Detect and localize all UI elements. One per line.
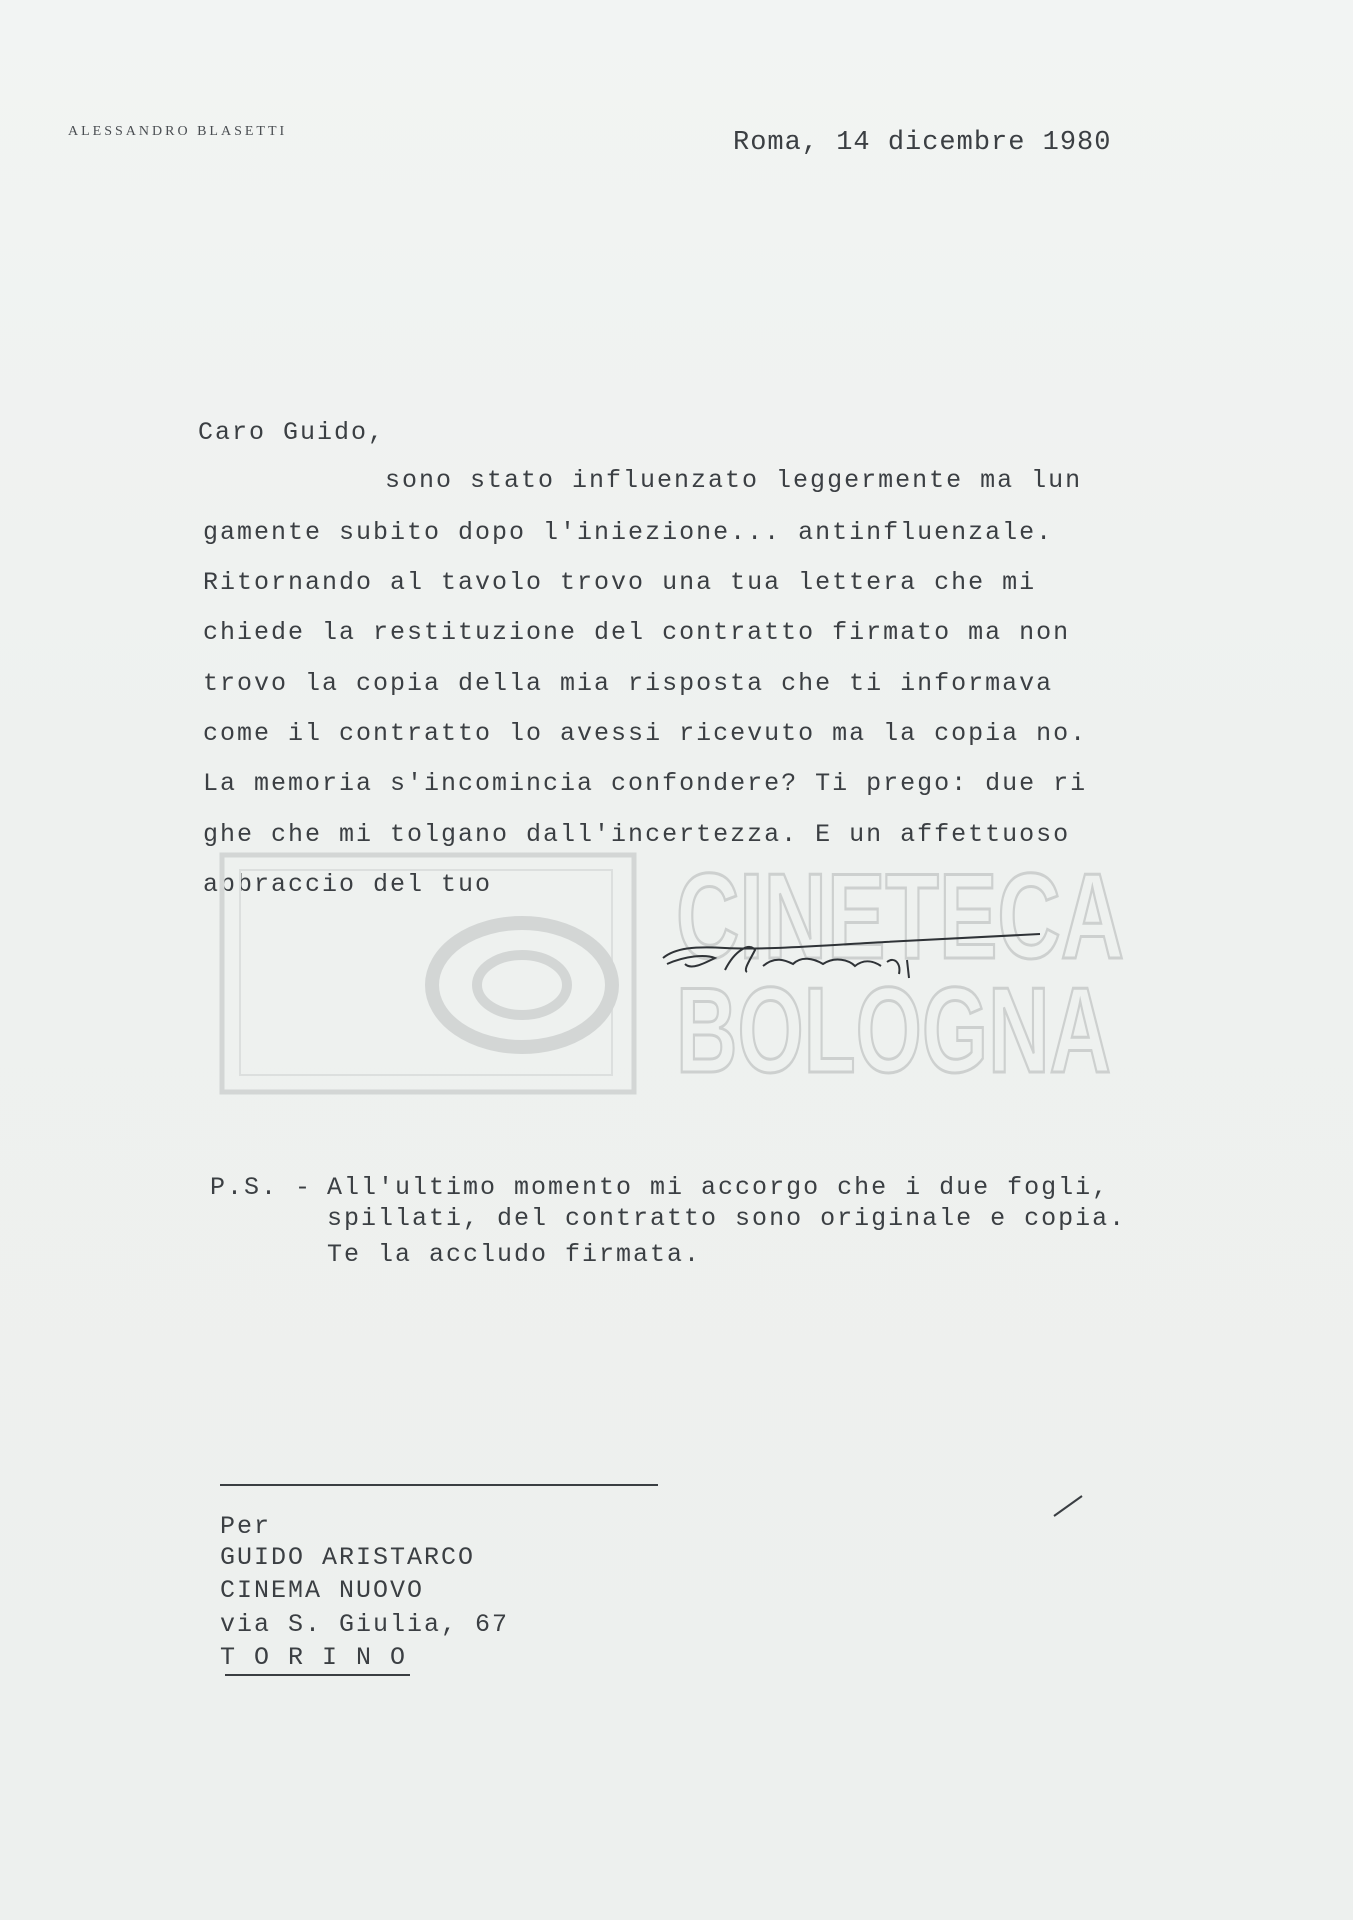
handwritten-signature [655,920,1055,1000]
body-line: ghe che mi tolgano dall'incertezza. E un affettuoso [203,820,1071,849]
body-line: Ritornando al tavolo trovo una tua lettera che mi [203,568,1037,597]
ps-label: P.S. - [210,1173,313,1202]
body-line: come il contratto lo avessi ricevuto ma la copia no. [203,719,1088,748]
ps-line: Te la accludo firmata. [327,1240,702,1269]
watermark-line1: CINETECA [676,848,1124,984]
body-line: trovo la copia della mia risposta che ti informava [203,669,1054,698]
address-line: T O R I N O [220,1643,408,1672]
body-line: abbraccio del tuo [203,870,493,899]
body-line: chiede la restituzione del contratto firmato ma non [203,618,1071,647]
ps-line: spillati, del contratto sono originale e copia. [327,1204,1127,1233]
city-underline [225,1674,410,1676]
salutation: Caro Guido, [198,418,386,447]
letter-date: Roma, 14 dicembre 1980 [733,128,1112,158]
address-line: Per [220,1512,272,1541]
pen-mark [1050,1490,1090,1520]
watermark-line2: BOLOGNA [676,962,1111,1098]
ps-line: All'ultimo momento mi accorgo che i due fogli, [327,1173,1110,1202]
address-line: via S. Giulia, 67 [220,1610,510,1639]
body-line: sono stato influenzato leggermente ma lun [385,466,1083,495]
body-line: La memoria s'incomincia confondere? Ti prego: due ri [203,769,1088,798]
letterhead: ALESSANDRO BLASETTI [68,124,288,139]
address-line: GUIDO ARISTARCO [220,1543,476,1572]
body-line: gamente subito dopo l'iniezione... antinfluenzale. [203,518,1054,547]
address-rule [220,1484,658,1486]
address-line: CINEMA NUOVO [220,1576,425,1605]
